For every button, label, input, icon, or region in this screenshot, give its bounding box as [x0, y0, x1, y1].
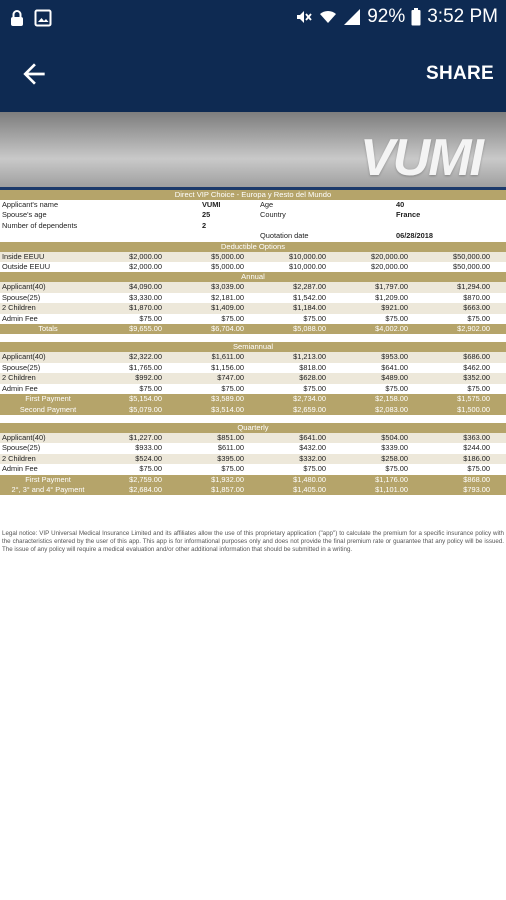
brand-banner	[0, 112, 506, 190]
amount-cell: $641.00	[381, 362, 408, 372]
info-label: Age	[260, 200, 274, 209]
amount-cell: $921.00	[342, 303, 424, 313]
amount-cell: $1,405.00	[260, 485, 342, 495]
info-row	[0, 231, 506, 241]
amount-cell: $332.00	[260, 454, 342, 464]
amount-cell: $686.00	[424, 352, 506, 362]
amount-cell: $1,857.00	[178, 485, 260, 495]
row-label: Spouse(25)	[2, 292, 41, 302]
amount-cell: $4,002.00	[342, 324, 424, 334]
info-label: Quotation date	[260, 231, 309, 241]
amount-cell: $1,101.00	[342, 485, 424, 495]
amount-cell: $1,611.00	[178, 352, 260, 362]
amount-cell: $1,176.00	[342, 475, 424, 485]
info-value	[394, 221, 506, 231]
amount-cell: $3,589.00	[178, 394, 260, 404]
vumi-logo: VUMI	[360, 129, 482, 187]
info-value: 25	[202, 210, 211, 220]
lock-notification-icon	[8, 9, 26, 27]
amount-cell: $20,000.00	[371, 262, 408, 272]
amount-cell: $851.00	[178, 433, 260, 443]
table-row	[0, 303, 506, 313]
applicant-info	[0, 200, 506, 242]
info-label	[258, 221, 394, 231]
amount-cell: $339.00	[381, 443, 408, 453]
amount-cell: $75.00	[467, 464, 490, 474]
info-label: Country	[260, 210, 286, 220]
amount-cell: $2,287.00	[260, 282, 342, 292]
row-label: 2 Children	[0, 373, 96, 383]
table-row	[0, 252, 506, 262]
deductible-table	[0, 252, 506, 273]
amount-cell: $1,209.00	[375, 292, 408, 302]
table-row	[0, 373, 506, 383]
amount-cell: $4,090.00	[96, 282, 178, 292]
amount-cell: $641.00	[260, 433, 342, 443]
amount-cell: $50,000.00	[424, 252, 506, 262]
row-label: Applicant(40)	[0, 433, 96, 443]
amount-cell: $3,330.00	[129, 292, 162, 302]
document-title: Direct VIP Choice - Europa y Resto del Mundo	[0, 190, 506, 200]
info-value: VUMI	[202, 200, 221, 209]
amount-cell: $992.00	[96, 373, 178, 383]
amount-cell: $663.00	[424, 303, 506, 313]
row-label: Admin Fee	[2, 383, 38, 393]
amount-cell: $1,294.00	[424, 282, 506, 292]
clock: 3:52 PM	[427, 6, 498, 27]
amount-cell: $75.00	[221, 464, 244, 474]
amount-cell: $1,765.00	[129, 362, 162, 372]
amount-cell: $793.00	[424, 485, 506, 495]
quotation-document	[0, 190, 506, 495]
amount-cell: $489.00	[342, 373, 424, 383]
amount-cell: $628.00	[260, 373, 342, 383]
row-label: Spouse(25)	[2, 443, 41, 453]
row-label: Totals	[0, 324, 96, 334]
signal-icon	[343, 8, 361, 26]
back-arrow-icon[interactable]	[18, 58, 50, 90]
amount-cell: $1,797.00	[342, 282, 424, 292]
amount-cell: $9,655.00	[96, 324, 178, 334]
table-row	[0, 293, 506, 303]
table-row	[0, 282, 506, 292]
amount-cell: $2,322.00	[96, 352, 178, 362]
amount-cell: $2,759.00	[96, 475, 178, 485]
amount-cell: $870.00	[463, 292, 490, 302]
quarterly-header: Quarterly	[0, 423, 506, 433]
info-label	[0, 231, 200, 241]
info-row	[0, 210, 506, 220]
row-label: First Payment	[0, 475, 96, 485]
row-label: Admin Fee	[2, 464, 38, 474]
row-label: First Payment	[0, 394, 96, 404]
amount-cell: $5,000.00	[211, 262, 244, 272]
share-button[interactable]: SHARE	[425, 63, 494, 84]
image-notification-icon	[34, 9, 52, 27]
info-value: 40	[396, 200, 405, 209]
annual-table	[0, 282, 506, 334]
amount-cell: $75.00	[303, 383, 326, 393]
amount-cell: $747.00	[178, 373, 260, 383]
payment-row	[0, 394, 506, 404]
info-value: 06/28/2018	[396, 231, 433, 241]
amount-cell: $462.00	[463, 362, 490, 372]
amount-cell: $186.00	[424, 454, 506, 464]
amount-cell: $2,083.00	[342, 405, 424, 415]
app-bar	[0, 36, 506, 112]
amount-cell: $1,409.00	[178, 303, 260, 313]
amount-cell: $432.00	[299, 443, 326, 453]
table-row	[0, 352, 506, 362]
quarterly-table	[0, 433, 506, 495]
legal-notice: Legal notice: VIP Universal Medical Insurance Limited and its affiliates allow the use of this proprietary application ("app") to calculate the premium for a specific insurance policy with the characteristics entered by the user of this app. This app is for informational purposes only and does not provide the final premium rate or guarantee that any policy will be issued. The issue of any policy will require a medical evaluation and/or other additional information that should be submitted in a writing.	[2, 530, 504, 554]
amount-cell: $5,000.00	[178, 252, 260, 262]
amount-cell: $6,704.00	[178, 324, 260, 334]
amount-cell: $75.00	[221, 383, 244, 393]
amount-cell: $818.00	[299, 362, 326, 372]
semiannual-header: Semiannual	[0, 342, 506, 352]
payment-row	[0, 405, 506, 415]
payment-row	[0, 475, 506, 485]
amount-cell: $75.00	[303, 464, 326, 474]
amount-cell: $20,000.00	[342, 252, 424, 262]
info-label: Number of dependents	[2, 220, 78, 230]
amount-cell: $1,575.00	[424, 394, 506, 404]
info-value: France	[396, 210, 421, 220]
amount-cell: $2,158.00	[342, 394, 424, 404]
status-bar	[0, 0, 506, 36]
amount-cell: $5,154.00	[96, 394, 178, 404]
payment-row	[0, 485, 506, 495]
semiannual-table	[0, 352, 506, 414]
amount-cell: $3,514.00	[178, 405, 260, 415]
row-label: Outside EEUU	[2, 262, 51, 272]
amount-cell: $5,079.00	[96, 405, 178, 415]
amount-cell: $75.00	[139, 313, 162, 323]
amount-cell: $1,213.00	[260, 352, 342, 362]
amount-cell: $75.00	[385, 313, 408, 323]
mute-icon	[295, 8, 313, 26]
amount-cell: $2,734.00	[260, 394, 342, 404]
amount-cell: $1,184.00	[260, 303, 342, 313]
info-value	[200, 231, 258, 241]
amount-cell: $524.00	[96, 454, 178, 464]
battery-icon	[411, 8, 421, 26]
table-row	[0, 363, 506, 373]
amount-cell: $244.00	[463, 443, 490, 453]
amount-cell: $1,870.00	[96, 303, 178, 313]
info-label: Applicant's name	[2, 200, 59, 209]
amount-cell: $363.00	[424, 433, 506, 443]
amount-cell: $1,227.00	[96, 433, 178, 443]
amount-cell: $2,000.00	[96, 252, 178, 262]
amount-cell: $1,932.00	[178, 475, 260, 485]
amount-cell: $1,500.00	[424, 405, 506, 415]
row-label: Spouse(25)	[2, 362, 41, 372]
amount-cell: $75.00	[139, 383, 162, 393]
table-row	[0, 454, 506, 464]
amount-cell: $2,684.00	[96, 485, 178, 495]
table-row	[0, 314, 506, 324]
amount-cell: $75.00	[385, 464, 408, 474]
annual-header: Annual	[0, 272, 506, 282]
table-row	[0, 384, 506, 394]
amount-cell: $352.00	[424, 373, 506, 383]
amount-cell: $75.00	[467, 313, 490, 323]
wifi-icon	[319, 8, 337, 26]
info-row	[0, 221, 506, 231]
amount-cell: $933.00	[135, 443, 162, 453]
battery-percent: 92%	[367, 6, 406, 27]
amount-cell: $1,480.00	[260, 475, 342, 485]
table-row	[0, 443, 506, 453]
info-label: Spouse's age	[2, 210, 47, 220]
amount-cell: $75.00	[139, 464, 162, 474]
amount-cell: $2,659.00	[260, 405, 342, 415]
amount-cell: $953.00	[342, 352, 424, 362]
amount-cell: $5,088.00	[260, 324, 342, 334]
amount-cell: $3,039.00	[178, 282, 260, 292]
info-value: 2	[202, 220, 207, 230]
amount-cell: $258.00	[342, 454, 424, 464]
amount-cell: $1,156.00	[211, 362, 244, 372]
deductible-header: Deductible Options	[0, 242, 506, 252]
row-label: Admin Fee	[2, 313, 38, 323]
amount-cell: $50,000.00	[453, 262, 490, 272]
row-label: Second Payment	[0, 405, 96, 415]
amount-cell: $504.00	[342, 433, 424, 443]
amount-cell: $75.00	[385, 383, 408, 393]
amount-cell: $611.00	[217, 443, 244, 453]
amount-cell: $2,181.00	[211, 292, 244, 302]
row-label: 2 Children	[0, 303, 96, 313]
row-label: Applicant(40)	[0, 352, 96, 362]
amount-cell: $2,902.00	[424, 324, 506, 334]
table-row	[0, 262, 506, 272]
amount-cell: $868.00	[424, 475, 506, 485]
table-row	[0, 433, 506, 443]
amount-cell: $395.00	[178, 454, 260, 464]
amount-cell: $2,000.00	[129, 262, 162, 272]
amount-cell: $75.00	[467, 383, 490, 393]
row-label: Applicant(40)	[0, 282, 96, 292]
info-row	[0, 200, 506, 210]
amount-cell: $75.00	[221, 313, 244, 323]
amount-cell: $1,542.00	[293, 292, 326, 302]
table-row	[0, 464, 506, 474]
amount-cell: $10,000.00	[289, 262, 326, 272]
row-label: 2 Children	[0, 454, 96, 464]
amount-cell: $75.00	[303, 313, 326, 323]
amount-cell: $10,000.00	[260, 252, 342, 262]
row-label: Inside EEUU	[0, 252, 96, 262]
totals-row	[0, 324, 506, 334]
row-label: 2°, 3° and 4° Payment	[0, 485, 96, 495]
